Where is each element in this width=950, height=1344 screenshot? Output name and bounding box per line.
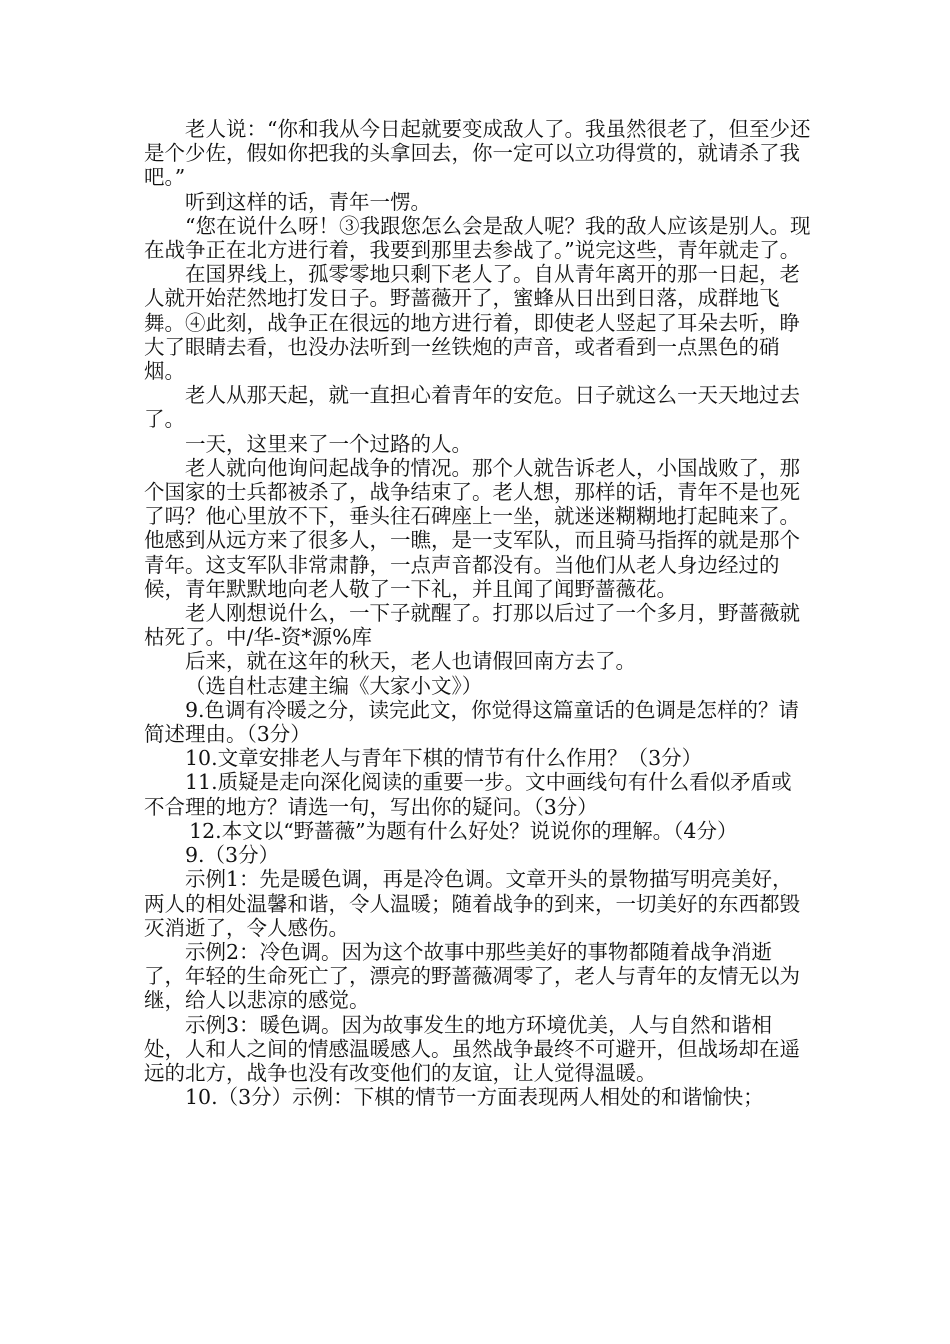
answer-9-example-3: 示例3：暖色调。因为故事发生的地方环境优美，人与自然和谐相处，人和人之间的情感温暖感人。虽然战争最终不可避开，但战场却在遥远的北方，战争也没有改变他们的友谊，让人觉得温暖。 xyxy=(144,1012,800,1085)
answer-10: 10.（3分）示例：下棋的情节一方面表现两人相处的和谐愉快； xyxy=(185,1085,764,1110)
story-paragraph-passerby: 一天，这里来了一个过路的人。 xyxy=(185,431,472,456)
story-paragraph-dream: 老人就向他询问起战争的情况。那个人就告诉老人，小国战败了，那个国家的士兵都被杀了，战争结束了。老人想，那样的话，青年不是也死了吗？他心里放不下，垂头往石碑座上一坐，就迷迷糊糊地打起盹来了。他感到从远方来了很多人，一瞧，是一支军队，而且骑马指挥的就是那个青年。这支军队非常肃静，一点声音都没有。当他们从老人身边经过的候，青年默默地向老人敬了一下礼，并且闻了闻野蔷薇花。 xyxy=(144,455,800,601)
question-9: 9.色调有冷暖之分，读完此文，你觉得这篇童话的色调是怎样的？请简述理由。（3分） xyxy=(144,697,800,747)
story-paragraph-autumn: 后来，就在这年的秋天，老人也请假回南方去了。 xyxy=(185,649,636,674)
story-paragraph-worry: 老人从那天起，就一直担心着青年的安危。日子就这么一天天地过去了。 xyxy=(144,383,800,432)
source-citation: （选自杜志建主编《大家小文》） xyxy=(185,673,483,698)
answer-9-example-1: 示例1：先是暖色调，再是冷色调。文章开头的景物描写明亮美好，两人的相处温馨和谐，令人温暖；随着战争的到来，一切美好的东西都毁灭消逝了，令人感伤。 xyxy=(144,867,800,940)
question-12: 12.本文以“野蔷薇”为题有什么好处？说说你的理解。（4分） xyxy=(189,818,738,843)
document-page xyxy=(144,117,812,1109)
story-paragraph-old-man-speech: 老人说：“你和我从今日起就要变成敌人了。我虽然很老了，但至少还是个少佐，假如你把我的头拿回去，你一定可以立功得赏的，就请杀了我吧。” xyxy=(144,117,811,190)
story-paragraph-youth-reply: “您在说什么呀！③我跟您怎么会是敌人呢？我的敌人应该是别人。现在战争正在北方进行着，我要到那里去参战了。”说完这些，青年就走了。 xyxy=(144,213,811,263)
answer-9-heading: 9.（3分） xyxy=(185,843,280,868)
question-11: 11.质疑是走向深化阅读的重要一步。文中画线句有什么看似矛盾或不合理的地方？请选一句，写出你的疑问。（3分） xyxy=(144,770,792,819)
story-paragraph-rose-withered: 老人刚想说什么，一下子就醒了。打那以后过了一个多月，野蔷薇就枯死了。中/华-资*源%库 xyxy=(144,601,800,650)
story-paragraph-border-alone: 在国界线上，孤零零地只剩下老人了。自从青年离开的那一日起，老人就开始茫然地打发日子。野蔷薇开了，蜜蜂从日出到日落，成群地飞舞。④此刻，战争正在很远的地方进行着，即使老人竖起了耳朵去听，睁大了眼睛去看，也没办法听到一丝铁炮的声音，或者看到一点黑色的硝烟。 xyxy=(144,262,800,384)
answer-9-example-2: 示例2：冷色调。因为这个故事中那些美好的事物都随着战争消逝了，年轻的生命死亡了，漂亮的野蔷薇凋零了，老人与青年的友情无以为继，给人以悲凉的感觉。 xyxy=(144,939,800,1013)
question-10: 10.文章安排老人与青年下棋的情节有什么作用？（3分） xyxy=(185,746,703,771)
story-paragraph-youth-stunned: 听到这样的话，青年一愣。 xyxy=(185,189,431,214)
